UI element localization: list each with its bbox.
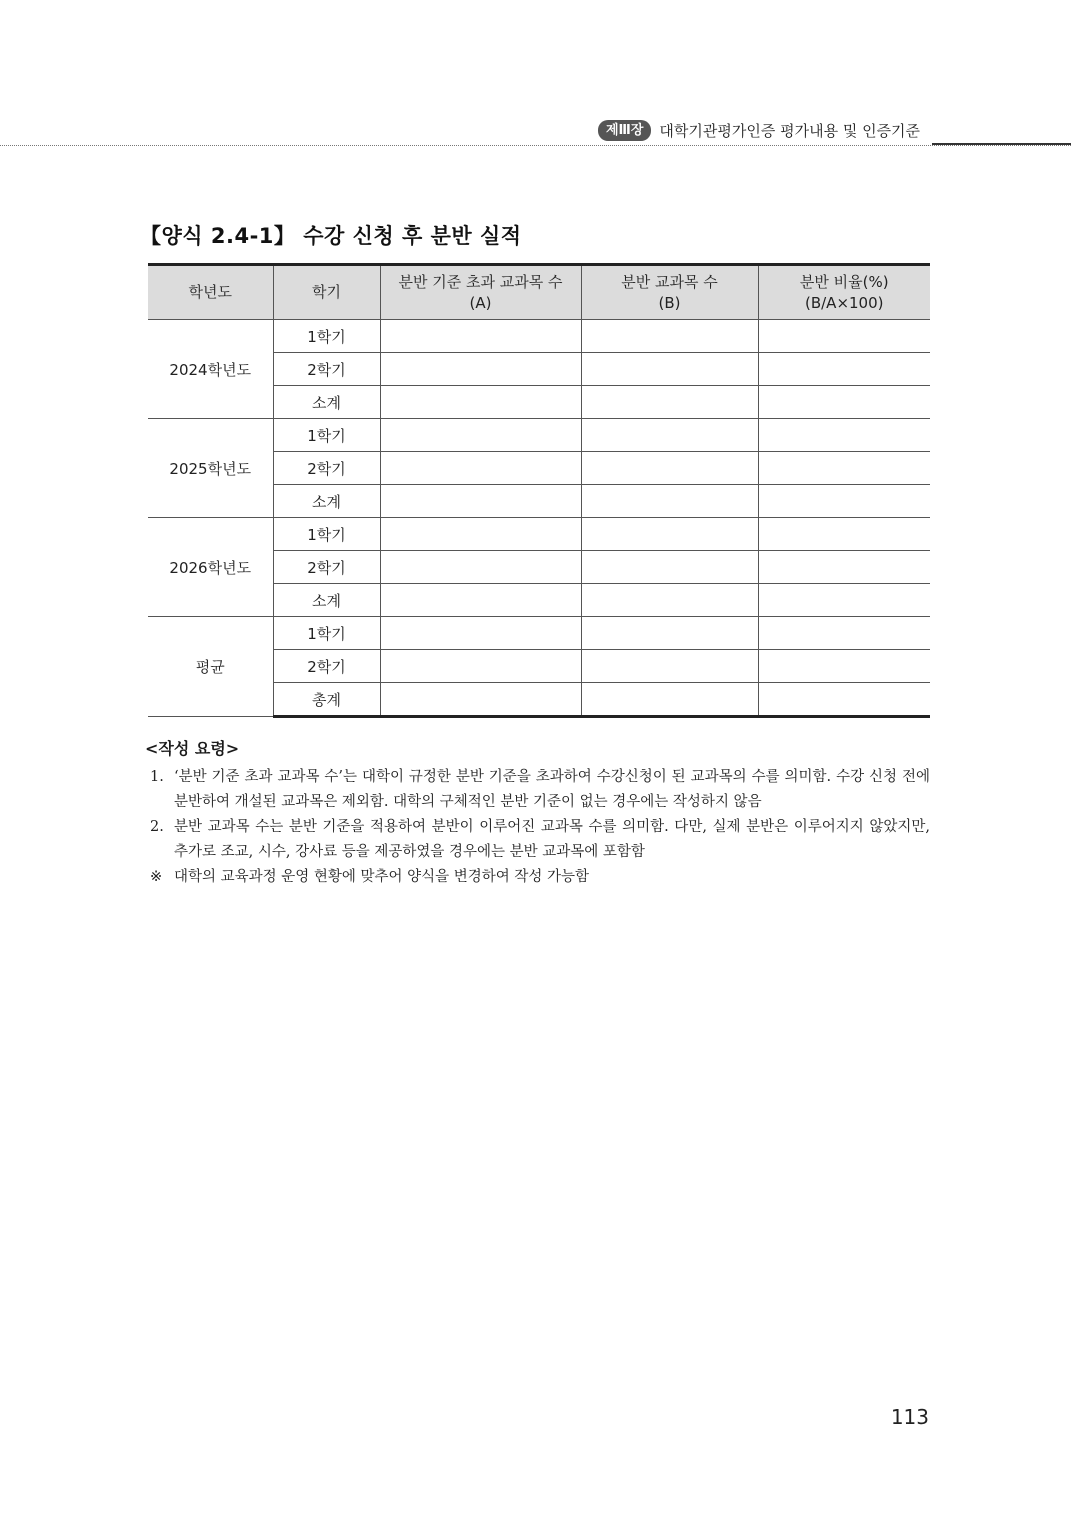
column-header: 학년도 bbox=[148, 265, 273, 320]
empty-input-cell bbox=[758, 320, 930, 353]
column-header: 분반 기준 초과 교과목 수 (A) bbox=[380, 265, 581, 320]
note-text: 분반 교과목 수는 분반 기준을 적용하여 분반이 이루어진 교과목 수를 의미함. 다만, 실제 분반은 이루어지지 않았지만, 추가로 조교, 시수, 강사료 등을 제공하였을 경우에는 분반 교과목에 포함함 bbox=[174, 819, 930, 860]
note-item bbox=[150, 865, 930, 890]
year-cell: 2024학년도 bbox=[148, 320, 273, 419]
semester-cell: 총계 bbox=[273, 683, 380, 717]
empty-input-cell bbox=[581, 551, 758, 584]
notes-list bbox=[150, 765, 930, 890]
note-text: ‘분반 기준 초과 교과목 수’는 대학이 규정한 분반 기준을 초과하여 수강신청이 된 교과목의 수를 의미함. 수강 신청 전에 분반하여 개설된 교과목은 제외함. 대학의 구체적인 분반 기준이 없는 경우에는 작성하지 않음 bbox=[174, 769, 930, 810]
empty-input-cell bbox=[581, 650, 758, 683]
year-cell: 2026학년도 bbox=[148, 518, 273, 617]
year-cell: 2025학년도 bbox=[148, 419, 273, 518]
empty-input-cell bbox=[758, 617, 930, 650]
semester-cell: 1학기 bbox=[273, 518, 380, 551]
year-cell: 평균 bbox=[148, 617, 273, 717]
chapter-badge: 제Ⅲ장 bbox=[598, 120, 651, 141]
empty-input-cell bbox=[581, 320, 758, 353]
empty-input-cell bbox=[380, 518, 581, 551]
notes-title: <작성 요령> bbox=[145, 739, 240, 758]
semester-cell: 2학기 bbox=[273, 353, 380, 386]
note-item bbox=[150, 815, 930, 865]
chapter-title: 대학기관평가인증 평가내용 및 인증기준 bbox=[659, 122, 921, 140]
running-header bbox=[598, 120, 920, 141]
note-number: ※ bbox=[150, 869, 163, 885]
note-text: 대학의 교육과정 운영 현황에 맞추어 양식을 변경하여 작성 가능함 bbox=[174, 869, 590, 885]
semester-cell: 2학기 bbox=[273, 650, 380, 683]
semester-cell: 2학기 bbox=[273, 452, 380, 485]
note-number: 1. bbox=[150, 769, 164, 785]
semester-cell: 소계 bbox=[273, 386, 380, 419]
empty-input-cell bbox=[758, 551, 930, 584]
empty-input-cell bbox=[581, 452, 758, 485]
empty-input-cell bbox=[758, 518, 930, 551]
empty-input-cell bbox=[581, 584, 758, 617]
empty-input-cell bbox=[581, 353, 758, 386]
empty-input-cell bbox=[380, 386, 581, 419]
empty-input-cell bbox=[581, 485, 758, 518]
table-row bbox=[148, 518, 930, 551]
empty-input-cell bbox=[758, 419, 930, 452]
table-header-row bbox=[148, 265, 930, 320]
empty-input-cell bbox=[380, 419, 581, 452]
empty-input-cell bbox=[581, 518, 758, 551]
table-row bbox=[148, 617, 930, 650]
page-number: 113 bbox=[890, 1405, 929, 1429]
empty-input-cell bbox=[380, 617, 581, 650]
section-results-table bbox=[148, 263, 930, 718]
empty-input-cell bbox=[758, 452, 930, 485]
form-title: 【양식 2.4-1】 수강 신청 후 분반 실적 bbox=[140, 224, 522, 248]
table-row bbox=[148, 419, 930, 452]
column-header: 분반 비율(%) (B/A×100) bbox=[758, 265, 930, 320]
empty-input-cell bbox=[380, 650, 581, 683]
empty-input-cell bbox=[581, 386, 758, 419]
empty-input-cell bbox=[581, 683, 758, 717]
empty-input-cell bbox=[380, 485, 581, 518]
empty-input-cell bbox=[758, 683, 930, 717]
empty-input-cell bbox=[581, 419, 758, 452]
empty-input-cell bbox=[380, 353, 581, 386]
column-header: 학기 bbox=[273, 265, 380, 320]
semester-cell: 1학기 bbox=[273, 617, 380, 650]
empty-input-cell bbox=[380, 320, 581, 353]
empty-input-cell bbox=[758, 386, 930, 419]
header-solid-rule bbox=[932, 143, 1071, 145]
empty-input-cell bbox=[581, 617, 758, 650]
semester-cell: 2학기 bbox=[273, 551, 380, 584]
empty-input-cell bbox=[758, 584, 930, 617]
empty-input-cell bbox=[380, 452, 581, 485]
note-number: 2. bbox=[150, 819, 164, 835]
semester-cell: 1학기 bbox=[273, 419, 380, 452]
semester-cell: 1학기 bbox=[273, 320, 380, 353]
empty-input-cell bbox=[380, 683, 581, 717]
semester-cell: 소계 bbox=[273, 584, 380, 617]
column-header: 분반 교과목 수 (B) bbox=[581, 265, 758, 320]
semester-cell: 소계 bbox=[273, 485, 380, 518]
empty-input-cell bbox=[758, 650, 930, 683]
empty-input-cell bbox=[380, 584, 581, 617]
table-row bbox=[148, 320, 930, 353]
empty-input-cell bbox=[380, 551, 581, 584]
empty-input-cell bbox=[758, 353, 930, 386]
empty-input-cell bbox=[758, 485, 930, 518]
header-dotted-rule bbox=[0, 145, 1071, 146]
note-item bbox=[150, 765, 930, 815]
